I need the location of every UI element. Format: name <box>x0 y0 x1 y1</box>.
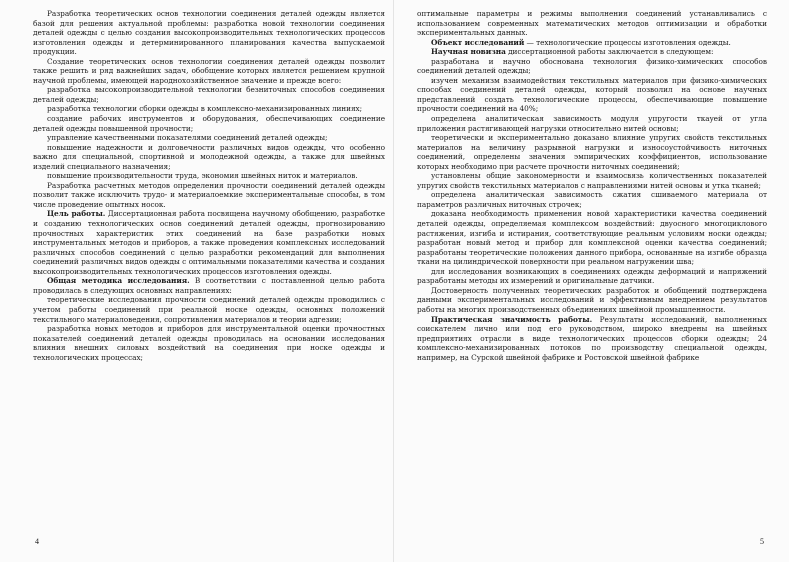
novelty-text: диссертационной работы заключается в следующем: <box>505 47 714 57</box>
list-item: разработка новых методов и приборов для инструментальной оценки прочностных показателей соединений деталей одежды проводилась на основании исследования влияния внешних силовых воздействий на соединения при носке одежды и технологических процессах; <box>33 324 385 362</box>
paragraph-practical <box>417 315 767 363</box>
list-item: разработка технологии сборки одежды в комплексно-механизированных линиях; <box>47 104 363 114</box>
paragraph-reliability: Достоверность полученных теоретических разработок и обобщений подтверждена данными экспериментальных исследований и эффективным внедрением результатов работы на многих производственных объединениях швейной промышленности. <box>417 285 767 314</box>
paragraph-continued: оптимальные параметры и режимы выполнения соединений устанавливались с использованием современных математических методов оптимизации и обработки экспериментальных данных. <box>417 9 767 38</box>
paragraph-novelty <box>417 47 767 57</box>
practical-text: Результаты исследований, выполненных соискателем лично или под его руководством, широко внедрены на швейных предприятиях отрасли в виде технологических процессов сборки одежды; 24 комплексно-механизированных потоков по производству специальной одежды, например, на Сурской швейной фабрике и Ростовской швейной фабрике <box>417 314 767 362</box>
list-item: установлены общие закономерности и взаимосвязь количественных показателей упругих свойств текстильных материалов с направлениями нитей основы и утка тканей; <box>417 171 767 190</box>
methodology-text: В соответствии с поставленной целью работа проводилась в следующих основных направлениях: <box>33 276 385 295</box>
methodology-heading: Общая методика исследования. <box>47 276 190 286</box>
list-item: теоретические исследования прочности соединений деталей одежды проводились с учетом работы соединений при реальной носке одежды, основных положений текстильного материаловедения, сопротивления материалов и теории адгезии; <box>33 295 385 324</box>
list-item: повышение производительности труда, экономия швейных ниток и материалов. <box>47 171 358 181</box>
paragraph-object <box>417 38 767 48</box>
paragraph-intro: Разработка теоретических основ технологии соединения деталей одежды является базой для решения актуальной проблемы: разработка новой технологии соединения деталей одежды с целью создания высокопроизводительных технологических процессов изготовления одежды и детерминированного планирования качества выпускаемой продукции. <box>33 9 385 57</box>
goal-text: Диссертационная работа посвящена научному обобщению, разработке и созданию технологических основ соединений деталей одежды, прогнозированию прочностных характеристик этих соединений на базе разработки новых инструментальных методов и приборов, а также проведения комплексных исследований различных способов соединений с целью разработки рекомендаций для выполнения соединений различных видов одежды с оптимальными показателями качества и создания высокопроизводительных технологических процессов изготовления одежды. <box>33 209 385 276</box>
paragraph-theory-tasks: Создание теоретических основ технологии соединения деталей одежды позволит также решить и ряд важнейших задач, обобщение которых является решением крупной научной проблемы, имеющей народнохозяйственное значение и прежде всего: <box>33 56 385 85</box>
object-heading: Объект исследований <box>431 37 525 47</box>
goal-heading: Цель работы. <box>47 209 106 219</box>
paragraph-calculation-methods: Разработка расчетных методов определения прочности соединений деталей одежды позволит также исключить трудо- и материалоемкие экспериментальные способы, в том числе проведение опытных носок. <box>33 180 385 209</box>
page-number-left: 4 <box>35 537 39 546</box>
list-item: разработка высокопроизводительной технологии безниточных способов соединения деталей одежды; <box>33 85 385 104</box>
list-item: определена аналитическая зависимость сжатия сшиваемого материала от параметров различных ниточных строчек; <box>417 190 767 209</box>
paragraph-goal <box>33 209 385 276</box>
list-item: разработана и научно обоснована технология физико-химических способов соединений деталей одежды; <box>417 56 767 76</box>
page-number-right: 5 <box>760 537 764 546</box>
left-page <box>33 9 385 545</box>
list-item: определена аналитическая зависимость модуля упругости ткаyей от угла приложения растягивающей нагрузки относительно нитей основы; <box>417 114 767 133</box>
list-item: теоретически и экспериментально доказано влияние упругих свойств текстильных материалов на величину разрывной нагрузки и износоустойчивость ниточных соединений, определены значения эмпирических коэффициентов, использование которых необходимо при расчете прочности ниточных соединений; <box>417 133 767 171</box>
list-item: для исследования возникающих в соединениях одежды деформаций и напряжений разработаны методы их измерений и оригинальные датчики. <box>417 266 767 286</box>
list-item: создание рабочих инструментов и оборудования, обеспечивающих соединение деталей одежды повышенной прочности; <box>33 114 385 133</box>
object-text: — технологические процессы изготовления одежды. <box>524 37 731 47</box>
novelty-heading: Научная новизна <box>431 47 506 57</box>
practical-heading: Практическая значимость работы. <box>431 314 593 324</box>
page-gutter <box>393 0 394 562</box>
list-item: управление качественными показателями соединений деталей одежды; <box>47 133 328 143</box>
list-item: изучен механизм взаимодействия текстильных материалов при физико-химических способах соединений деталей одежды, который позволил на основе научных представлений создать технологические процессы, обеспечивающие повышение прочности соединений на 40%; <box>417 75 767 114</box>
right-page <box>417 9 767 545</box>
list-item: доказана необходимость применения новой характеристики качества соединений деталей одежды, определяемая комплексом воздействий: двуосного многоциклового растяжения, изгиба и истирания, соответствующие реальным условиям носки одежды; разработан новый метод и прибор для комплексной оценки качества соединений; разработаны теоретические положения данного прибора, основанные на изгибе образца ткани на цилиндрической поверхности при реальном нагружении шва; <box>417 209 767 267</box>
list-item: повышение надежности и долговечности различных видов одежды, что особенно важно для специальной, спортивной и молодежной одежды, а также для швейных изделий специального назначения; <box>33 142 385 171</box>
paragraph-methodology <box>33 276 385 295</box>
